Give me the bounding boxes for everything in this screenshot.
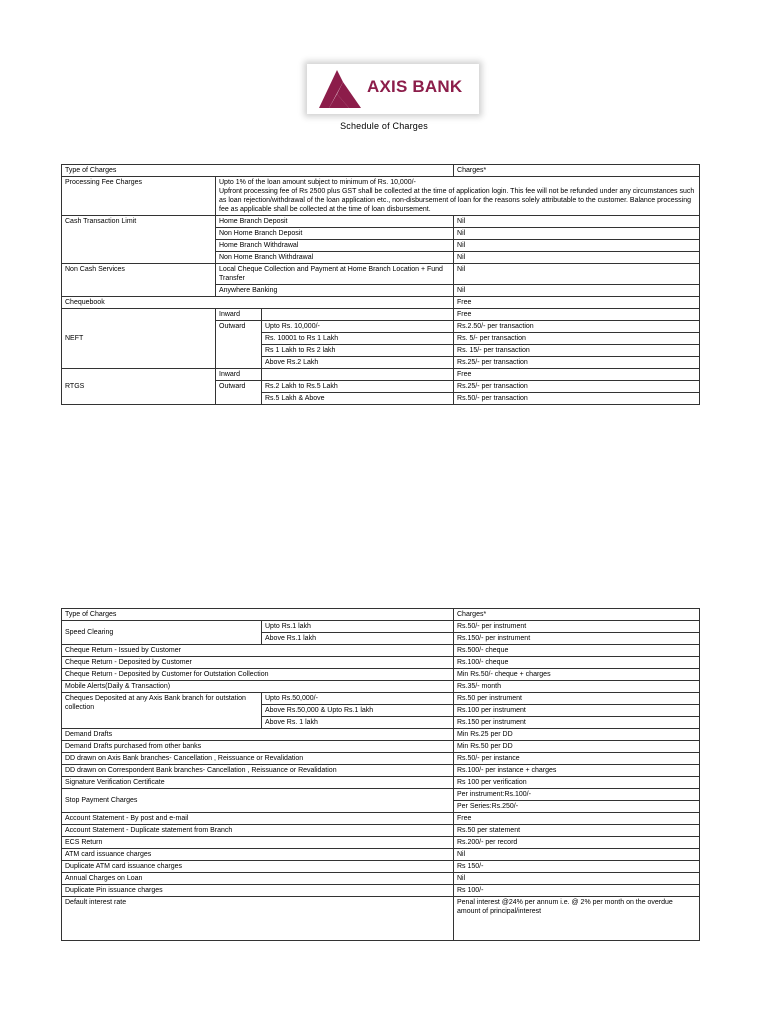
cell-direction: Inward bbox=[216, 309, 262, 321]
axis-bank-logo bbox=[307, 64, 479, 114]
table-row bbox=[62, 765, 700, 777]
table-row bbox=[62, 825, 700, 837]
cell-value: Rs.35/- month bbox=[454, 681, 700, 693]
table-row bbox=[62, 753, 700, 765]
cell-value: Nil bbox=[454, 285, 700, 297]
header-type: Type of Charges bbox=[62, 165, 454, 177]
cell-value: Rs.25/- per transaction bbox=[454, 357, 700, 369]
cell-range: Above Rs.1 lakh bbox=[262, 633, 454, 645]
cell-value: Rs 150/- bbox=[454, 861, 700, 873]
row-label: ATM card issuance charges bbox=[62, 849, 454, 861]
table-row bbox=[62, 897, 700, 941]
row-label: Speed Clearing bbox=[62, 621, 262, 645]
row-label: RTGS bbox=[62, 369, 216, 405]
row-label: Annual Charges on Loan bbox=[62, 873, 454, 885]
row-label: Chequebook bbox=[62, 297, 454, 309]
row-label: Cheque Return - Deposited by Customer bbox=[62, 657, 454, 669]
row-label: Duplicate ATM card issuance charges bbox=[62, 861, 454, 873]
cell-range: Rs.2 Lakh to Rs.5 Lakh bbox=[262, 381, 454, 393]
table-header-row bbox=[62, 165, 700, 177]
cell-value: Free bbox=[454, 813, 700, 825]
row-label: Signature Verification Certificate bbox=[62, 777, 454, 789]
cell-value: Rs.150 per instrument bbox=[454, 717, 700, 729]
cell-value: Rs.500/- cheque bbox=[454, 645, 700, 657]
table-row bbox=[62, 369, 700, 381]
table-row bbox=[62, 789, 700, 801]
table-row bbox=[62, 741, 700, 753]
table-row bbox=[62, 777, 700, 789]
charges-table-1 bbox=[61, 164, 700, 405]
cell-direction: Outward bbox=[216, 321, 262, 369]
cell-range: Upto Rs.1 lakh bbox=[262, 621, 454, 633]
table-row bbox=[62, 309, 700, 321]
cell-name: Anywhere Banking bbox=[216, 285, 454, 297]
table-row bbox=[62, 657, 700, 669]
cell-name: Home Branch Deposit bbox=[216, 216, 454, 228]
cell-value: Rs.100/- cheque bbox=[454, 657, 700, 669]
table-header-row bbox=[62, 609, 700, 621]
table-row bbox=[62, 873, 700, 885]
cell-value: Rs.100 per instrument bbox=[454, 705, 700, 717]
cell-value: Rs.50/- per instrument bbox=[454, 621, 700, 633]
cell-value: Min Rs.50 per DD bbox=[454, 741, 700, 753]
cell-value: Nil bbox=[454, 264, 700, 285]
table-row bbox=[62, 621, 700, 633]
cell-value: Free bbox=[454, 369, 700, 381]
row-label: Account Statement - Duplicate statement from Branch bbox=[62, 825, 454, 837]
cell-value: Rs.25/- per transaction bbox=[454, 381, 700, 393]
table-row bbox=[62, 849, 700, 861]
cell-name: Home Branch Withdrawal bbox=[216, 240, 454, 252]
processing-fee-detail bbox=[216, 177, 700, 216]
cell-value: Free bbox=[454, 297, 700, 309]
table-row bbox=[62, 885, 700, 897]
cell-value: Rs.100/- per instance + charges bbox=[454, 765, 700, 777]
cell-range: Rs 1 Lakh to Rs 2 lakh bbox=[262, 345, 454, 357]
cell-name: Non Home Branch Withdrawal bbox=[216, 252, 454, 264]
table-row bbox=[62, 681, 700, 693]
brand-name: AXIS BANK bbox=[367, 77, 463, 96]
row-label: Cash Transaction Limit bbox=[62, 216, 216, 264]
row-label: Cheque Return - Issued by Customer bbox=[62, 645, 454, 657]
document-title: Schedule of Charges bbox=[340, 121, 428, 131]
table-row bbox=[62, 297, 700, 309]
table-row bbox=[62, 216, 700, 228]
table-row bbox=[62, 669, 700, 681]
cell-range: Above Rs.2 Lakh bbox=[262, 357, 454, 369]
cell-value: Rs.2.50/- per transaction bbox=[454, 321, 700, 333]
row-label: DD drawn on Correspondent Bank branches- Cancellation , Reissuance or Revalidation bbox=[62, 765, 454, 777]
cell-value: Rs.200/- per record bbox=[454, 837, 700, 849]
table-row bbox=[62, 264, 700, 285]
cell-value: Rs.50/- per transaction bbox=[454, 393, 700, 405]
cell-value: Min Rs.50/- cheque + charges bbox=[454, 669, 700, 681]
cell-value: Rs. 5/- per transaction bbox=[454, 333, 700, 345]
header-charges: Charges* bbox=[454, 609, 700, 621]
cell-range: Rs. 10001 to Rs 1 Lakh bbox=[262, 333, 454, 345]
processing-fee-line: Upfront processing fee of Rs 2500 plus GST shall be collected at the time of application login. This fee will not be refunded under any circumstances such as loan rejection/withdrawal of the loan application etc., non-disbursement of loan for the reasons solely attributable to the customer. Balance processing fee as applicable shall be collected at the time of loan disbursement. bbox=[219, 188, 695, 213]
cell-value: Min Rs.25 per DD bbox=[454, 729, 700, 741]
row-label: Demand Drafts bbox=[62, 729, 454, 741]
table-row bbox=[62, 693, 700, 705]
table-row bbox=[62, 645, 700, 657]
cell-range: Above Rs. 1 lakh bbox=[262, 717, 454, 729]
row-label: Mobile Alerts(Daily & Transaction) bbox=[62, 681, 454, 693]
cell-value: Rs.50 per statement bbox=[454, 825, 700, 837]
cell-range bbox=[262, 369, 454, 381]
cell-value: Free bbox=[454, 309, 700, 321]
row-label: Account Statement - By post and e-mail bbox=[62, 813, 454, 825]
processing-fee-line: Upto 1% of the loan amount subject to minimum of Rs. 10,000/- bbox=[219, 179, 416, 186]
cell-value: Rs 100 per verification bbox=[454, 777, 700, 789]
cell-range: Above Rs.50,000 & Upto Rs.1 lakh bbox=[262, 705, 454, 717]
header-charges: Charges* bbox=[454, 165, 700, 177]
cell-range: Rs.5 Lakh & Above bbox=[262, 393, 454, 405]
row-label: ECS Return bbox=[62, 837, 454, 849]
cell-value: Rs.50 per instrument bbox=[454, 693, 700, 705]
table-row bbox=[62, 729, 700, 741]
axis-bank-logo-icon bbox=[319, 70, 361, 108]
row-label: Demand Drafts purchased from other banks bbox=[62, 741, 454, 753]
cell-name: Non Home Branch Deposit bbox=[216, 228, 454, 240]
charges-table-2 bbox=[61, 608, 700, 941]
cell-value: Nil bbox=[454, 228, 700, 240]
cell-value: Rs. 15/- per transaction bbox=[454, 345, 700, 357]
row-label: Default interest rate bbox=[62, 897, 454, 941]
row-label: DD drawn on Axis Bank branches- Cancellation , Reissuance or Revalidation bbox=[62, 753, 454, 765]
row-label: Processing Fee Charges bbox=[62, 177, 216, 216]
cell-range bbox=[262, 309, 454, 321]
cell-value: Nil bbox=[454, 216, 700, 228]
table-row bbox=[62, 837, 700, 849]
row-label: Cheques Deposited at any Axis Bank branch for outstation collection bbox=[62, 693, 262, 729]
header-type: Type of Charges bbox=[62, 609, 454, 621]
table-row bbox=[62, 861, 700, 873]
cell-value: Nil bbox=[454, 240, 700, 252]
table-row bbox=[62, 177, 700, 216]
cell-range: Upto Rs.50,000/- bbox=[262, 693, 454, 705]
cell-range: Upto Rs. 10,000/- bbox=[262, 321, 454, 333]
cell-value: Rs 100/- bbox=[454, 885, 700, 897]
cell-direction: Inward bbox=[216, 369, 262, 381]
cell-value: Nil bbox=[454, 252, 700, 264]
cell-value: Per Series:Rs.250/- bbox=[454, 801, 700, 813]
row-label: NEFT bbox=[62, 309, 216, 369]
row-label: Cheque Return - Deposited by Customer for Outstation Collection bbox=[62, 669, 454, 681]
table-row bbox=[62, 813, 700, 825]
cell-value: Penal interest @24% per annum i.e. @ 2% per month on the overdue amount of principal/interest bbox=[454, 897, 700, 941]
row-label: Stop Payment Charges bbox=[62, 789, 454, 813]
cell-value: Rs.150/- per instrument bbox=[454, 633, 700, 645]
cell-value: Per instrument:Rs.100/- bbox=[454, 789, 700, 801]
cell-name: Local Cheque Collection and Payment at Home Branch Location + Fund Transfer bbox=[216, 264, 454, 285]
cell-value: Nil bbox=[454, 873, 700, 885]
row-label: Non Cash Services bbox=[62, 264, 216, 297]
cell-value: Rs.50/- per instance bbox=[454, 753, 700, 765]
cell-value: Nil bbox=[454, 849, 700, 861]
row-label: Duplicate Pin issuance charges bbox=[62, 885, 454, 897]
cell-direction: Outward bbox=[216, 381, 262, 405]
